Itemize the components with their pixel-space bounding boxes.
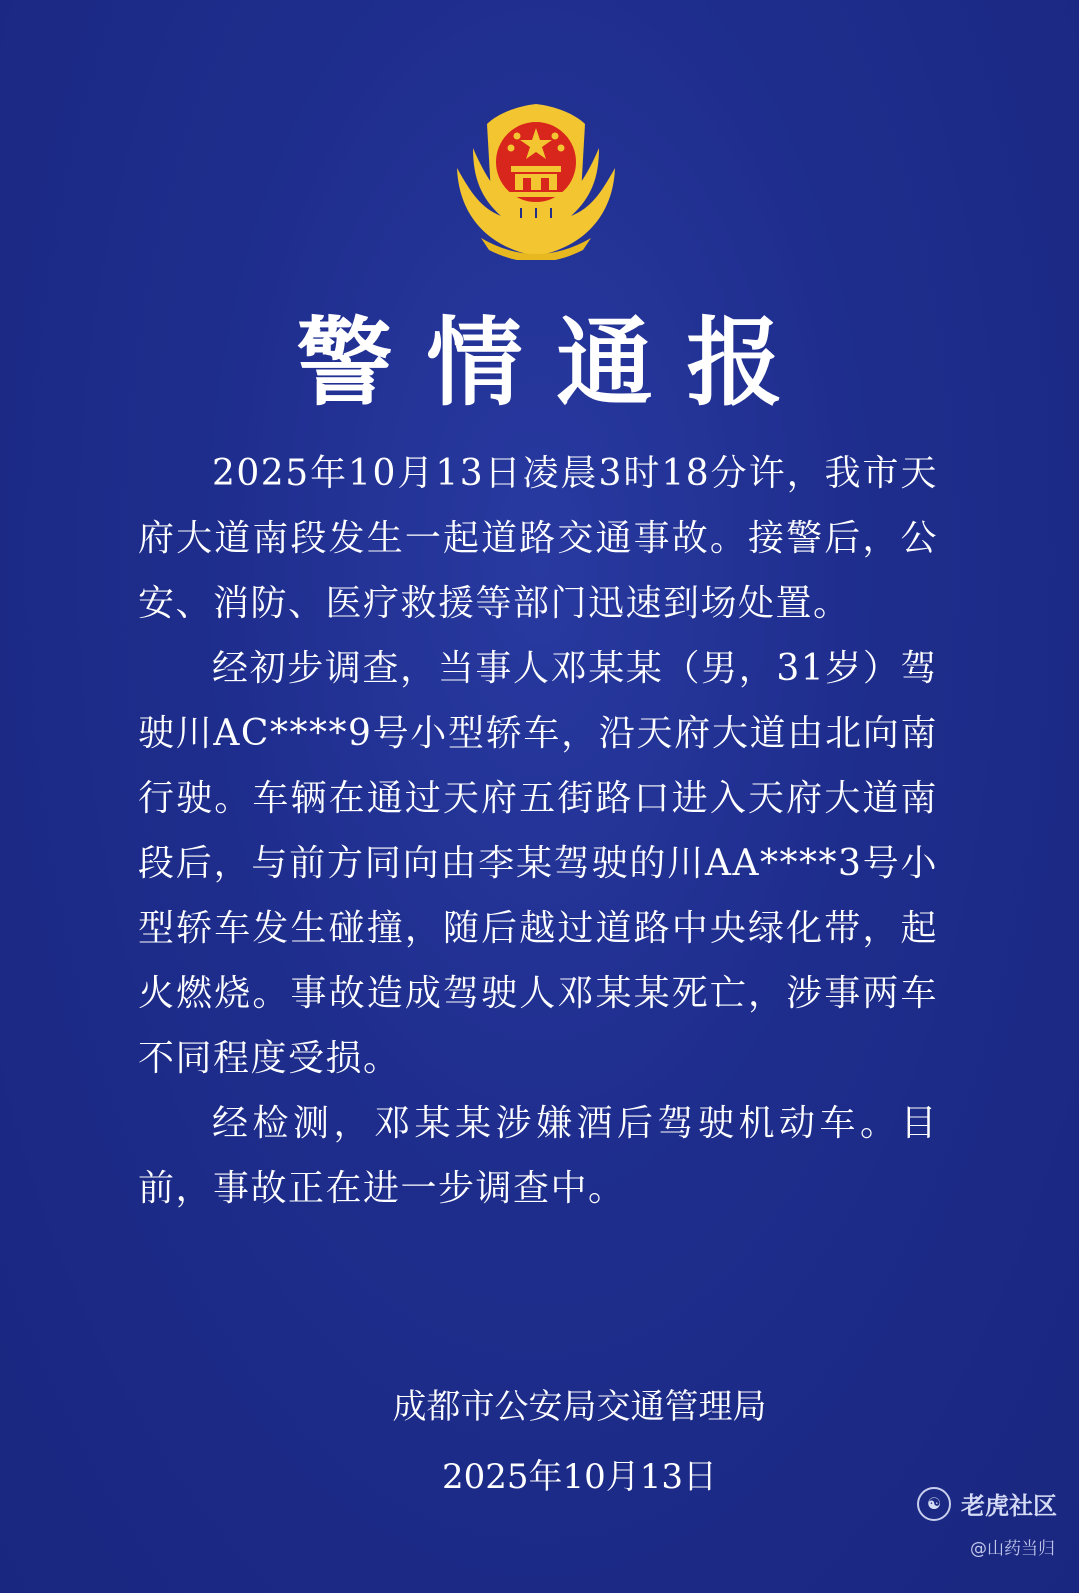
page-title: 警情通报 xyxy=(296,306,817,419)
paragraph-investigation: 经初步调查，当事人邓某某（男，31岁）驾驶川AC****9号小型轿车，沿天府大道由北向南行驶。车辆在通过天府五街路口进入天府大道南段后，与前方同向由李某驾驶的川AA****3号小型轿车发生碰撞，随后越过道路中央绿化带，起火燃烧。事故造成驾驶人邓某某死亡，涉事两车不同程度受损。 xyxy=(138,648,938,1079)
issuer: 成都市公安局交通管理局 xyxy=(392,1387,767,1427)
notice-body xyxy=(138,441,938,1221)
issue-date: 2025年10月13日 xyxy=(441,1457,718,1497)
paragraph-result: 经检测，邓某某涉嫌酒后驾驶机动车。目前，事故正在进一步调查中。 xyxy=(138,1103,938,1209)
watermark-user: @山药当归 xyxy=(970,1539,1055,1559)
paragraph-incident: 2025年10月13日凌晨3时18分许，我市天府大道南段发生一起道路交通事故。接警后，公安、消防、医疗救援等部门迅速到场处置。 xyxy=(138,453,938,624)
watermark-site: 老虎社区 xyxy=(961,1492,1057,1520)
tiger-logo-icon: ☯ xyxy=(917,1487,951,1521)
watermark xyxy=(917,1486,1057,1521)
police-emblem-icon xyxy=(451,98,621,260)
